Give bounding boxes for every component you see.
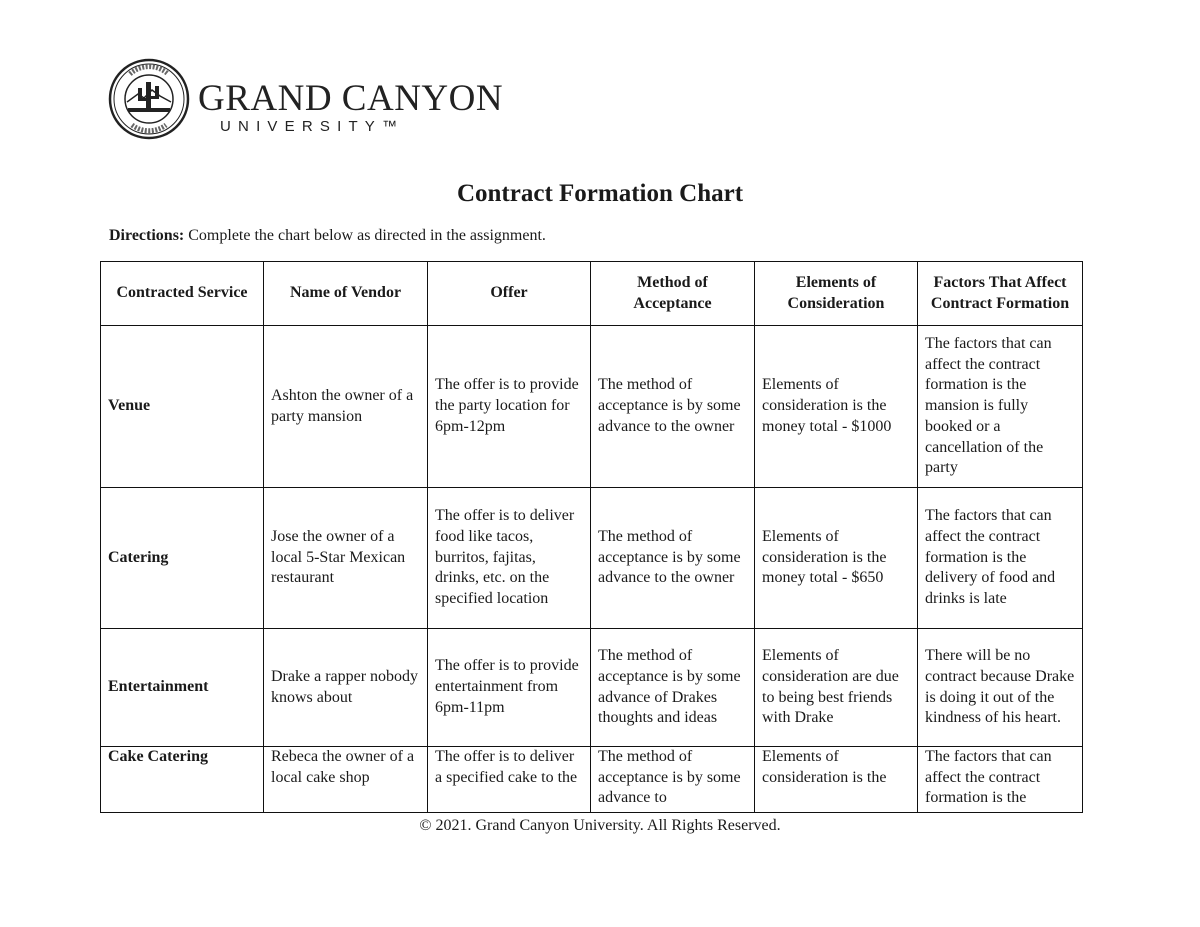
cell-factors [918, 747, 1083, 813]
cell-service: Venue [101, 326, 264, 488]
page-title: Contract Formation Chart [456, 180, 744, 207]
cell-text: Elements of consideration is the [762, 748, 887, 786]
cell-acceptance: The method of acceptance is by some advance to the owner [591, 326, 755, 488]
header-method-of-acceptance: Method of Acceptance [591, 262, 755, 326]
directions-text: Complete the chart below as directed in the assignment. [184, 227, 546, 244]
wordmark-name: GRAND CANYON [198, 78, 504, 119]
header-name-of-vendor: Name of Vendor [264, 262, 428, 326]
cell-factors: The factors that can affect the contract formation is the delivery of food and drinks is late [918, 488, 1083, 629]
table-row [101, 629, 1083, 747]
table-row [101, 488, 1083, 629]
cell-text: Cake Catering [108, 748, 208, 765]
cell-vendor: Drake a rapper nobody knows about [264, 629, 428, 747]
cell-consideration: Elements of consideration is the money total - $650 [755, 488, 918, 629]
cell-offer [428, 747, 591, 813]
cell-text: Rebeca the owner of a local cake shop [271, 748, 415, 786]
directions-label: Directions: [109, 227, 185, 244]
university-seal-icon [108, 58, 190, 140]
cell-vendor [264, 747, 428, 813]
cell-service [101, 747, 264, 813]
table-header-row [101, 262, 1083, 326]
header-factors: Factors That Affect Contract Formation [918, 262, 1083, 326]
cell-acceptance: The method of acceptance is by some advance to the owner [591, 488, 755, 629]
cell-service: Entertainment [101, 629, 264, 747]
cell-offer: The offer is to deliver food like tacos, burritos, fajitas, drinks, etc. on the specified location [428, 488, 591, 629]
cell-text: The factors that can affect the contract formation is the [925, 748, 1052, 807]
cell-factors: The factors that can affect the contract formation is the mansion is fully booked or a cancellation of the party [918, 326, 1083, 488]
cell-vendor: Jose the owner of a local 5-Star Mexican restaurant [264, 488, 428, 629]
directions [109, 227, 546, 245]
cell-factors: There will be no contract because Drake is doing it out of the kindness of his heart. [918, 629, 1083, 747]
header-offer: Offer [428, 262, 591, 326]
cell-consideration: Elements of consideration are due to being best friends with Drake [755, 629, 918, 747]
cell-text: The method of acceptance is by some advance to [598, 748, 741, 807]
header-contracted-service: Contracted Service [101, 262, 264, 326]
wordmark-subtitle: UNIVERSITY™ [220, 118, 405, 135]
header-elements-of-consideration: Elements of Consideration [755, 262, 918, 326]
table-row [101, 747, 1083, 813]
university-wordmark [198, 80, 503, 136]
cell-acceptance [591, 747, 755, 813]
copyright-footer: © 2021. Grand Canyon University. All Rights Reserved. [419, 817, 781, 834]
cell-consideration: Elements of consideration is the money total - $1000 [755, 326, 918, 488]
cell-service: Catering [101, 488, 264, 629]
cell-consideration [755, 747, 918, 813]
cell-offer: The offer is to provide entertainment from 6pm-11pm [428, 629, 591, 747]
cell-text: The offer is to deliver a specified cake to the [435, 748, 578, 786]
cell-vendor: Ashton the owner of a party mansion [264, 326, 428, 488]
cell-acceptance: The method of acceptance is by some advance of Drakes thoughts and ideas [591, 629, 755, 747]
gcu-logo [108, 58, 504, 142]
table-row [101, 326, 1083, 488]
contract-formation-table [100, 261, 1083, 813]
cell-offer: The offer is to provide the party location for 6pm-12pm [428, 326, 591, 488]
